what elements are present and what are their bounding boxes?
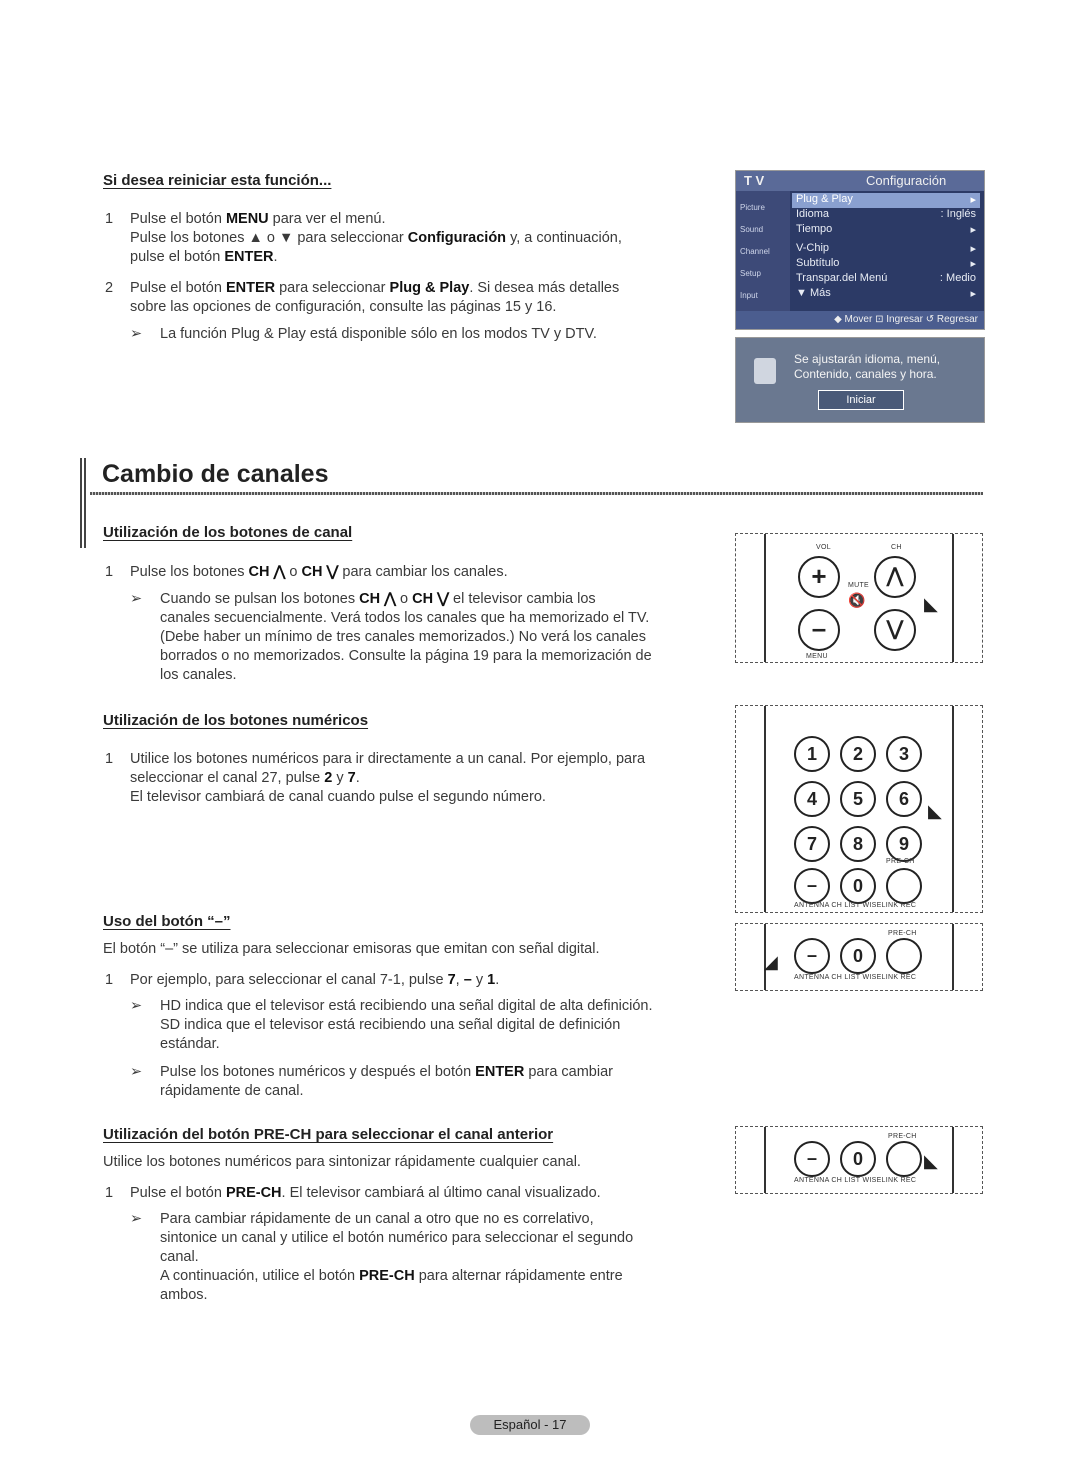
menu-item-tiempo[interactable]: Tiempo ▸ (796, 223, 976, 236)
remote-channel-buttons-illustration (735, 533, 983, 663)
menu-footer: ◆ Mover ⊡ Ingresar ↺ Regresar (736, 311, 984, 329)
menu-list (792, 193, 980, 302)
ch-down-button[interactable]: ⋁ (874, 609, 916, 651)
prech-label: PRE-CH (888, 1133, 917, 1140)
key-7-button[interactable]: 7 (794, 826, 830, 862)
prech-label: PRE-CH (886, 858, 915, 865)
vol-down-button[interactable]: – (798, 609, 840, 651)
channel-step-1: 1 Pulse los botones CH ⋀ o CH ⋁ para cambiar los canales. (105, 564, 508, 580)
key-0-button[interactable]: 0 (840, 1141, 876, 1177)
dash-note-1: ➢ HD indica que el televisor está recibiendo una señal digital de alta definición. SD indica que el televisor está recibiendo una señal digital de definición estándar. (130, 998, 653, 1052)
subheading-prech: Utilización del botón PRE-CH para seleccionar el canal anterior (103, 1126, 554, 1143)
text-line: sobre las opciones de configuración, consulte las páginas 15 y 16. (130, 299, 557, 315)
step-number: 1 (105, 1185, 114, 1201)
step-number: 2 (105, 280, 114, 296)
tv-plug-play-message (735, 337, 985, 423)
prech-intro: Utilice los botones numéricos para sintonizar rápidamente cualquier canal. (103, 1154, 581, 1170)
title-rule (90, 492, 983, 495)
vol-label: VOL (816, 544, 831, 551)
reset-note: ➢ La función Plug & Play está disponible sólo en los modos TV y DTV. (130, 326, 597, 342)
mute-icon[interactable]: 🔇 (848, 592, 866, 608)
text-line: Pulse los botones ▲ o ▼ para seleccionar Configuración y, a continuación, (130, 230, 622, 246)
arrow-note-icon: ➢ (130, 1064, 143, 1080)
key-6-button[interactable]: 6 (886, 781, 922, 817)
key-4-button[interactable]: 4 (794, 781, 830, 817)
dash-intro: El botón “–” se utiliza para seleccionar emisoras que emitan con señal digital. (103, 941, 600, 957)
tv-setup-menu (735, 170, 985, 330)
prech-button[interactable] (886, 1141, 922, 1177)
reset-step-1 (105, 210, 710, 267)
mute-label: MUTE (848, 582, 870, 589)
remote-numeric-keypad-illustration (735, 705, 983, 913)
subheading-dash-button: Uso del botón “–” (103, 913, 231, 930)
numeric-step-1: 1 Utilice los botones numéricos para ir directamente a un canal. Por ejemplo, para seleccionar el canal 27, pulse 2 y 7. El televisor cambiará de canal cuando pulse el segundo número. (105, 751, 646, 805)
channel-note: ➢ Cuando se pulsan los botones CH ⋀ o CH ⋁ el televisor cambia los canales secuencialmente. Verá todos los canales que ha memorizado el TV. (Debe haber un mínimo de tres canales memorizados.) No verá los canales borrados o no memorizados. Consulte la página 19 para la memorización de los canales. (130, 591, 652, 683)
pointer-arrow-icon: ◣ (924, 594, 938, 614)
prech-label: PRE-CH (888, 930, 917, 937)
arrow-note-icon: ➢ (130, 326, 143, 342)
vol-up-button[interactable]: + (798, 556, 840, 598)
message-text: Se ajustarán idioma, menú, Contenido, canales y hora. (794, 352, 941, 381)
menu-item-transparencia[interactable]: Transpar.del Menú : Medio (796, 272, 976, 284)
prech-button[interactable] (886, 938, 922, 974)
menu-titlebar: T V Configuración (736, 171, 984, 191)
arrow-note-icon: ➢ (130, 998, 143, 1014)
prech-note: ➢ Para cambiar rápidamente de un canal a otro que no es correlativo, sintonice un canal y utilice el botón numérico para seleccionar el segundo canal. A continuación, utilice el botón PRE-CH para alternar rápidamente entre ambos. (130, 1211, 634, 1303)
menu-item-vchip[interactable]: V-Chip ▸ (796, 242, 976, 255)
key-8-button[interactable]: 8 (840, 826, 876, 862)
pointer-arrow-icon: ◣ (924, 1151, 938, 1171)
page-title: Cambio de canales (102, 460, 329, 488)
menu-label: MENU (806, 653, 828, 660)
key-2-button[interactable]: 2 (840, 736, 876, 772)
text-line: Pulse el botón MENU para ver el menú. (130, 211, 386, 227)
key-5-button[interactable]: 5 (840, 781, 876, 817)
text-line: pulse el botón ENTER. (130, 249, 278, 265)
key-0-button[interactable]: 0 (840, 938, 876, 974)
start-button[interactable]: Iniciar (818, 390, 904, 410)
ch-up-button[interactable]: ⋀ (874, 556, 916, 598)
key-9-button[interactable]: 9 (886, 826, 922, 862)
key-0-button[interactable]: 0 (840, 868, 876, 904)
dash-button[interactable]: – (794, 868, 830, 904)
reset-step-2 (105, 279, 710, 317)
pointer-arrow-icon: ◢ (764, 952, 778, 972)
dash-button[interactable]: – (794, 1141, 830, 1177)
key-3-button[interactable]: 3 (886, 736, 922, 772)
prech-button[interactable] (886, 868, 922, 904)
remote-dash-button-illustration (735, 923, 983, 991)
menu-sidebar: Picture Sound Channel Setup Input (736, 191, 790, 311)
key-1-button[interactable]: 1 (794, 736, 830, 772)
subheading-channel-buttons: Utilización de los botones de canal (103, 524, 353, 541)
prech-step-1: 1 Pulse el botón PRE-CH. El televisor cambiará al último canal visualizado. (105, 1185, 601, 1201)
step-number: 1 (105, 972, 114, 988)
dash-note-2: ➢ Pulse los botones numéricos y después el botón ENTER para cambiar rápidamente de canal. (130, 1064, 613, 1099)
menu-item-idioma[interactable]: Idioma : Inglés (796, 208, 976, 220)
page-number: Español - 17 (470, 1415, 590, 1435)
text-line: Pulse el botón ENTER para seleccionar Plug & Play. Si desea más detalles (130, 280, 620, 296)
remote-prech-button-illustration (735, 1126, 983, 1194)
step-number: 1 (105, 211, 114, 227)
subheading-numeric-buttons: Utilización de los botones numéricos (103, 712, 369, 729)
dash-button[interactable]: – (794, 938, 830, 974)
bottom-button-labels: ANTENNA CH LIST WISELINK REC (794, 974, 917, 981)
ch-label: CH (891, 544, 902, 551)
menu-item-subtitulo[interactable]: Subtítulo ▸ (796, 257, 976, 270)
menu-item-mas[interactable]: ▼ Más ▸ (796, 287, 976, 300)
bottom-button-labels: ANTENNA CH LIST WISELINK REC (794, 1177, 917, 1184)
tv-icon (754, 358, 776, 384)
dash-step-1: 1 Por ejemplo, para seleccionar el canal 7-1, pulse 7, – y 1. (105, 972, 500, 988)
bottom-button-labels: ANTENNA CH LIST WISELINK REC (794, 902, 917, 909)
section-heading-reset: Si desea reiniciar esta función... (103, 172, 332, 189)
step-number: 1 (105, 564, 114, 580)
arrow-note-icon: ➢ (130, 591, 143, 607)
section-bar (80, 458, 88, 548)
menu-item-plug-play[interactable]: Plug & Play ▸ (792, 193, 980, 208)
pointer-arrow-icon: ◣ (928, 801, 942, 821)
step-number: 1 (105, 751, 114, 767)
arrow-note-icon: ➢ (130, 1211, 143, 1227)
